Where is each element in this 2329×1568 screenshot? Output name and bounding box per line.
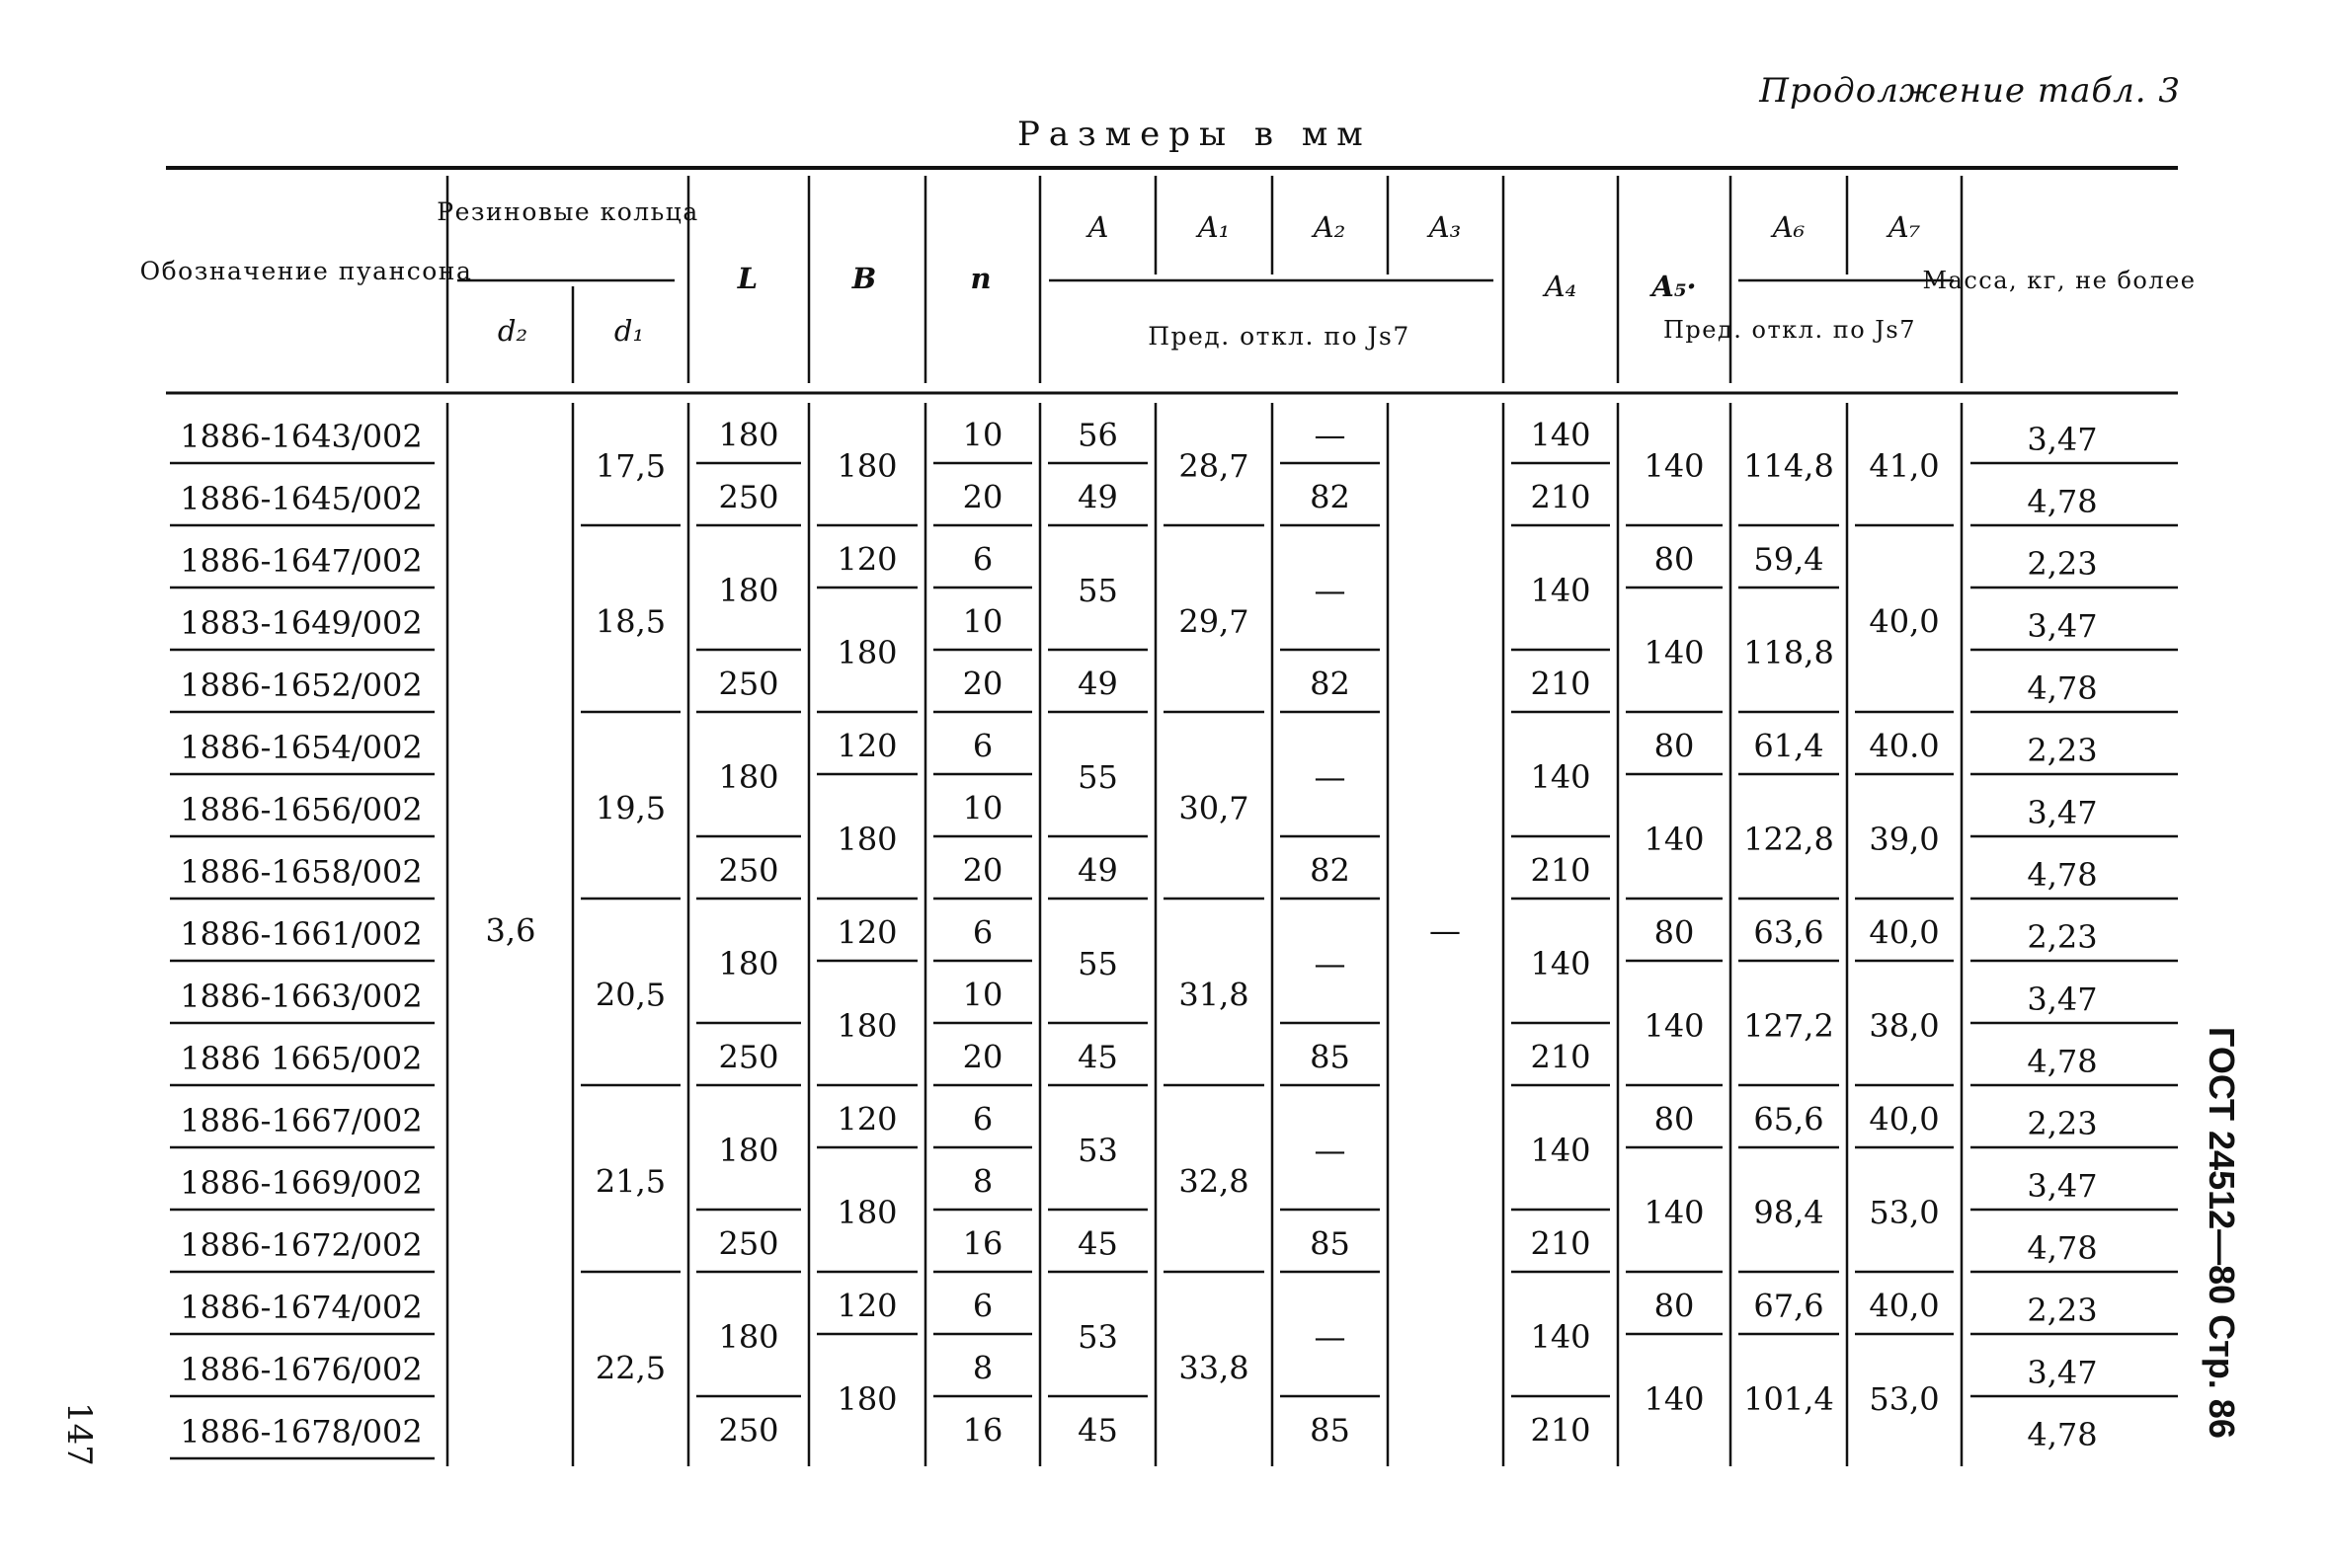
hdr-L: L [737, 262, 759, 295]
cell-a3: — [1429, 911, 1461, 950]
hdr-tolerance: Пред. откл. по Js7 [1148, 322, 1410, 351]
cell-a1: 32,8 [1178, 1162, 1249, 1201]
designation-cell: 1886-1654/002 [180, 729, 423, 766]
hdr-d1: d₁ [613, 314, 645, 348]
cell-a6: 114,8 [1743, 447, 1834, 485]
hdr-mass: Масса, кг, не более [1922, 267, 2197, 294]
cell-a6: 122,8 [1743, 821, 1834, 858]
mass-cell: 2,23 [2027, 545, 2098, 583]
hdr-A1: A₁ [1197, 210, 1231, 244]
cell-b: 180 [837, 1380, 898, 1418]
mass-cell: 3,47 [2027, 794, 2098, 831]
cell-n: 10 [962, 416, 1004, 454]
cell-d1: 21,5 [595, 1162, 667, 1201]
cell-a5: 140 [1644, 1007, 1705, 1045]
cell-a7: 40,0 [1869, 602, 1940, 641]
cell-a2: — [1314, 945, 1346, 982]
cell-a: 49 [1078, 665, 1118, 703]
cell-a7: 40,0 [1869, 1100, 1940, 1138]
mass-cell: 3,47 [2027, 607, 2098, 645]
cell-a2: — [1314, 416, 1346, 454]
designation-cell: 1886-1661/002 [180, 915, 423, 953]
designation-cell: 1886-1643/002 [180, 418, 423, 455]
cell-a: 53 [1078, 1132, 1118, 1169]
cell-n: 20 [962, 851, 1004, 890]
cell-a2: — [1314, 1318, 1346, 1356]
cell-a7: 40,0 [1869, 913, 1940, 952]
cell-b: 120 [837, 1100, 898, 1138]
cell-n: 10 [962, 602, 1004, 641]
cell-a4: 140 [1530, 945, 1591, 982]
cell-a5: 140 [1644, 634, 1705, 671]
cell-a1: 33,8 [1178, 1349, 1249, 1387]
cell-a5: 80 [1653, 1287, 1695, 1325]
cell-a: 49 [1078, 851, 1118, 890]
cell-a7: 53,0 [1869, 1194, 1940, 1231]
mass-cell: 4,78 [2027, 1043, 2098, 1080]
hdr-A6: A₆ [1772, 210, 1806, 244]
mass-cell: 3,47 [2027, 421, 2098, 458]
cell-a6: 63,6 [1753, 913, 1824, 952]
designation-cell: 1886 1665/002 [180, 1040, 423, 1077]
cell-a2: 85 [1310, 1038, 1350, 1076]
cell-a6: 67,6 [1753, 1287, 1824, 1325]
cell-a6: 61,4 [1753, 727, 1824, 765]
cell-n: 6 [972, 1100, 994, 1138]
hdr-designation-text: Обозначение пуансона [139, 257, 473, 285]
mass-cell: 3,47 [2027, 980, 2098, 1018]
cell-a5: 80 [1653, 727, 1695, 765]
mass-cell: 2,23 [2027, 1105, 2098, 1142]
cell-n: 16 [962, 1224, 1004, 1263]
cell-d1: 20,5 [595, 976, 667, 1014]
mass-cell: 4,78 [2027, 483, 2098, 520]
cell-a: 55 [1078, 945, 1118, 982]
hdr-A2: A₂ [1313, 210, 1346, 244]
cell-b: 180 [837, 447, 898, 485]
mass-cell: 4,78 [2027, 669, 2098, 707]
cell-a4: 140 [1530, 572, 1591, 609]
hdr-B: B [851, 262, 877, 295]
mass-cell: 2,23 [2027, 918, 2098, 956]
cell-b: 120 [837, 1287, 898, 1325]
designation-cell: 1886-1678/002 [180, 1413, 423, 1450]
cell-a4: 140 [1530, 758, 1591, 796]
mass-cell: 3,47 [2027, 1354, 2098, 1391]
cell-a6: 65,6 [1753, 1100, 1824, 1138]
designation-cell: 1886-1656/002 [180, 791, 423, 828]
cell-a5: 80 [1653, 540, 1695, 579]
cell-d1: 18,5 [595, 602, 667, 641]
continuation-label: Продолжение табл. 3 [1759, 71, 2181, 111]
cell-a6: 101,4 [1743, 1380, 1834, 1418]
designation-cell: 1886-1652/002 [180, 666, 423, 704]
cell-a: 53 [1078, 1318, 1118, 1356]
cell-a4: 210 [1530, 1038, 1591, 1076]
cell-a2: 82 [1310, 478, 1350, 516]
designation-cell: 1886-1658/002 [180, 853, 423, 891]
cell-a4: 210 [1530, 1224, 1591, 1263]
cell-n: 16 [962, 1411, 1004, 1450]
cell-a7: 38,0 [1869, 1007, 1940, 1045]
designation-cell: 1886-1674/002 [180, 1289, 423, 1326]
cell-a7: 40,0 [1869, 1287, 1940, 1325]
cell-l: 250 [718, 1224, 779, 1263]
designation-cell: 1886-1647/002 [180, 542, 423, 580]
cell-l: 180 [718, 758, 779, 796]
hdr-A4: A₄ [1544, 270, 1577, 303]
cell-l: 180 [718, 1318, 779, 1356]
cell-b: 120 [837, 540, 898, 579]
cell-n: 10 [962, 789, 1004, 827]
designation-cell: 1883-1649/002 [180, 604, 423, 642]
cell-n: 6 [972, 727, 994, 765]
cell-d1: 17,5 [595, 447, 667, 485]
cell-l: 180 [718, 572, 779, 609]
cell-a4: 210 [1530, 1411, 1591, 1450]
cell-a7: 41,0 [1869, 447, 1940, 485]
cell-a5: 140 [1644, 1194, 1705, 1231]
cell-n: 8 [972, 1349, 994, 1387]
cell-l: 180 [718, 945, 779, 982]
cell-a1: 28,7 [1178, 447, 1249, 485]
cell-a1: 31,8 [1178, 976, 1249, 1014]
cell-l: 250 [718, 851, 779, 890]
cell-a: 56 [1078, 416, 1118, 454]
cell-l: 250 [718, 478, 779, 516]
cell-a2: 85 [1310, 1411, 1350, 1450]
mass-cell: 4,78 [2027, 1229, 2098, 1267]
cell-a: 49 [1078, 478, 1118, 516]
cell-a5: 140 [1644, 821, 1705, 858]
cell-a2: — [1314, 572, 1346, 609]
mass-cell: 4,78 [2027, 1416, 2098, 1453]
hdr-d2: d₂ [497, 314, 528, 348]
cell-a6: 98,4 [1753, 1194, 1824, 1231]
hdr-A7: A₇ [1887, 210, 1921, 244]
hdr-A3: A₃ [1428, 210, 1462, 244]
cell-l: 180 [718, 1132, 779, 1169]
designation-cell: 1886-1663/002 [180, 978, 423, 1015]
units-caption: Размеры в мм [1017, 115, 1372, 154]
cell-a4: 140 [1530, 1318, 1591, 1356]
cell-l: 180 [718, 416, 779, 454]
designation-cell: 1886-1667/002 [180, 1102, 423, 1139]
cell-a6: 127,2 [1743, 1007, 1834, 1045]
cell-d1: 19,5 [595, 789, 667, 827]
cell-a5: 80 [1653, 913, 1695, 952]
cell-n: 8 [972, 1162, 994, 1201]
cell-a5: 80 [1653, 1100, 1695, 1138]
hdr-rings: Резиновые кольца [437, 197, 699, 226]
cell-d2: 3,6 [485, 911, 536, 950]
cell-n: 10 [962, 976, 1004, 1014]
cell-a7: 39,0 [1869, 821, 1940, 858]
cell-a: 45 [1078, 1038, 1118, 1076]
cell-a2: 85 [1310, 1224, 1350, 1263]
table-body [170, 403, 2178, 1466]
cell-l: 250 [718, 1411, 779, 1450]
hdr-A5: A₅· [1651, 270, 1697, 303]
cell-b: 180 [837, 1194, 898, 1231]
cell-l: 250 [718, 665, 779, 703]
page-number: 147 [59, 1402, 99, 1466]
designation-cell: 1886-1676/002 [180, 1351, 423, 1388]
cell-n: 20 [962, 1038, 1004, 1076]
hdr-designation [140, 257, 473, 285]
cell-a1: 29,7 [1178, 602, 1249, 641]
cell-a2: 82 [1310, 665, 1350, 703]
cell-n: 6 [972, 1287, 994, 1325]
cell-a4: 210 [1530, 478, 1591, 516]
cell-n: 6 [972, 913, 994, 952]
cell-b: 120 [837, 913, 898, 952]
cell-b: 180 [837, 1007, 898, 1045]
cell-a4: 210 [1530, 851, 1591, 890]
hdr-tolerance2: Пред. откл. по Js7 [1662, 316, 1917, 344]
cell-n: 20 [962, 665, 1004, 703]
cell-n: 20 [962, 478, 1004, 516]
cell-a5: 140 [1644, 447, 1705, 485]
cell-l: 250 [718, 1038, 779, 1076]
cell-a2: — [1314, 758, 1346, 796]
cell-a4: 210 [1530, 665, 1591, 703]
mass-cell: 2,23 [2027, 732, 2098, 769]
cell-a4: 140 [1530, 1132, 1591, 1169]
cell-n: 6 [972, 540, 994, 579]
cell-a5: 140 [1644, 1380, 1705, 1418]
cell-a: 45 [1078, 1411, 1118, 1450]
cell-a7: 40.0 [1869, 727, 1940, 765]
cell-a6: 59,4 [1753, 540, 1824, 579]
cell-a: 45 [1078, 1224, 1118, 1263]
side-standard-label: ГОСТ 24512—80 Стр. 86 [2202, 1027, 2242, 1439]
mass-cell: 4,78 [2027, 856, 2098, 894]
hdr-n: n [970, 262, 992, 295]
cell-a4: 140 [1530, 416, 1591, 454]
cell-b: 180 [837, 821, 898, 858]
cell-b: 120 [837, 727, 898, 765]
cell-a2: — [1314, 1132, 1346, 1169]
cell-a6: 118,8 [1743, 634, 1834, 671]
designation-cell: 1886-1672/002 [180, 1226, 423, 1264]
cell-a2: 82 [1310, 851, 1350, 890]
cell-d1: 22,5 [595, 1349, 667, 1387]
cell-a: 55 [1078, 572, 1118, 609]
hdr-A: A [1087, 210, 1109, 244]
mass-cell: 3,47 [2027, 1167, 2098, 1205]
cell-a7: 53,0 [1869, 1380, 1940, 1418]
cell-a1: 30,7 [1178, 789, 1249, 827]
designation-cell: 1886-1645/002 [180, 480, 423, 517]
designation-cell: 1886-1669/002 [180, 1164, 423, 1202]
mass-cell: 2,23 [2027, 1292, 2098, 1329]
cell-a: 55 [1078, 758, 1118, 796]
cell-b: 180 [837, 634, 898, 671]
